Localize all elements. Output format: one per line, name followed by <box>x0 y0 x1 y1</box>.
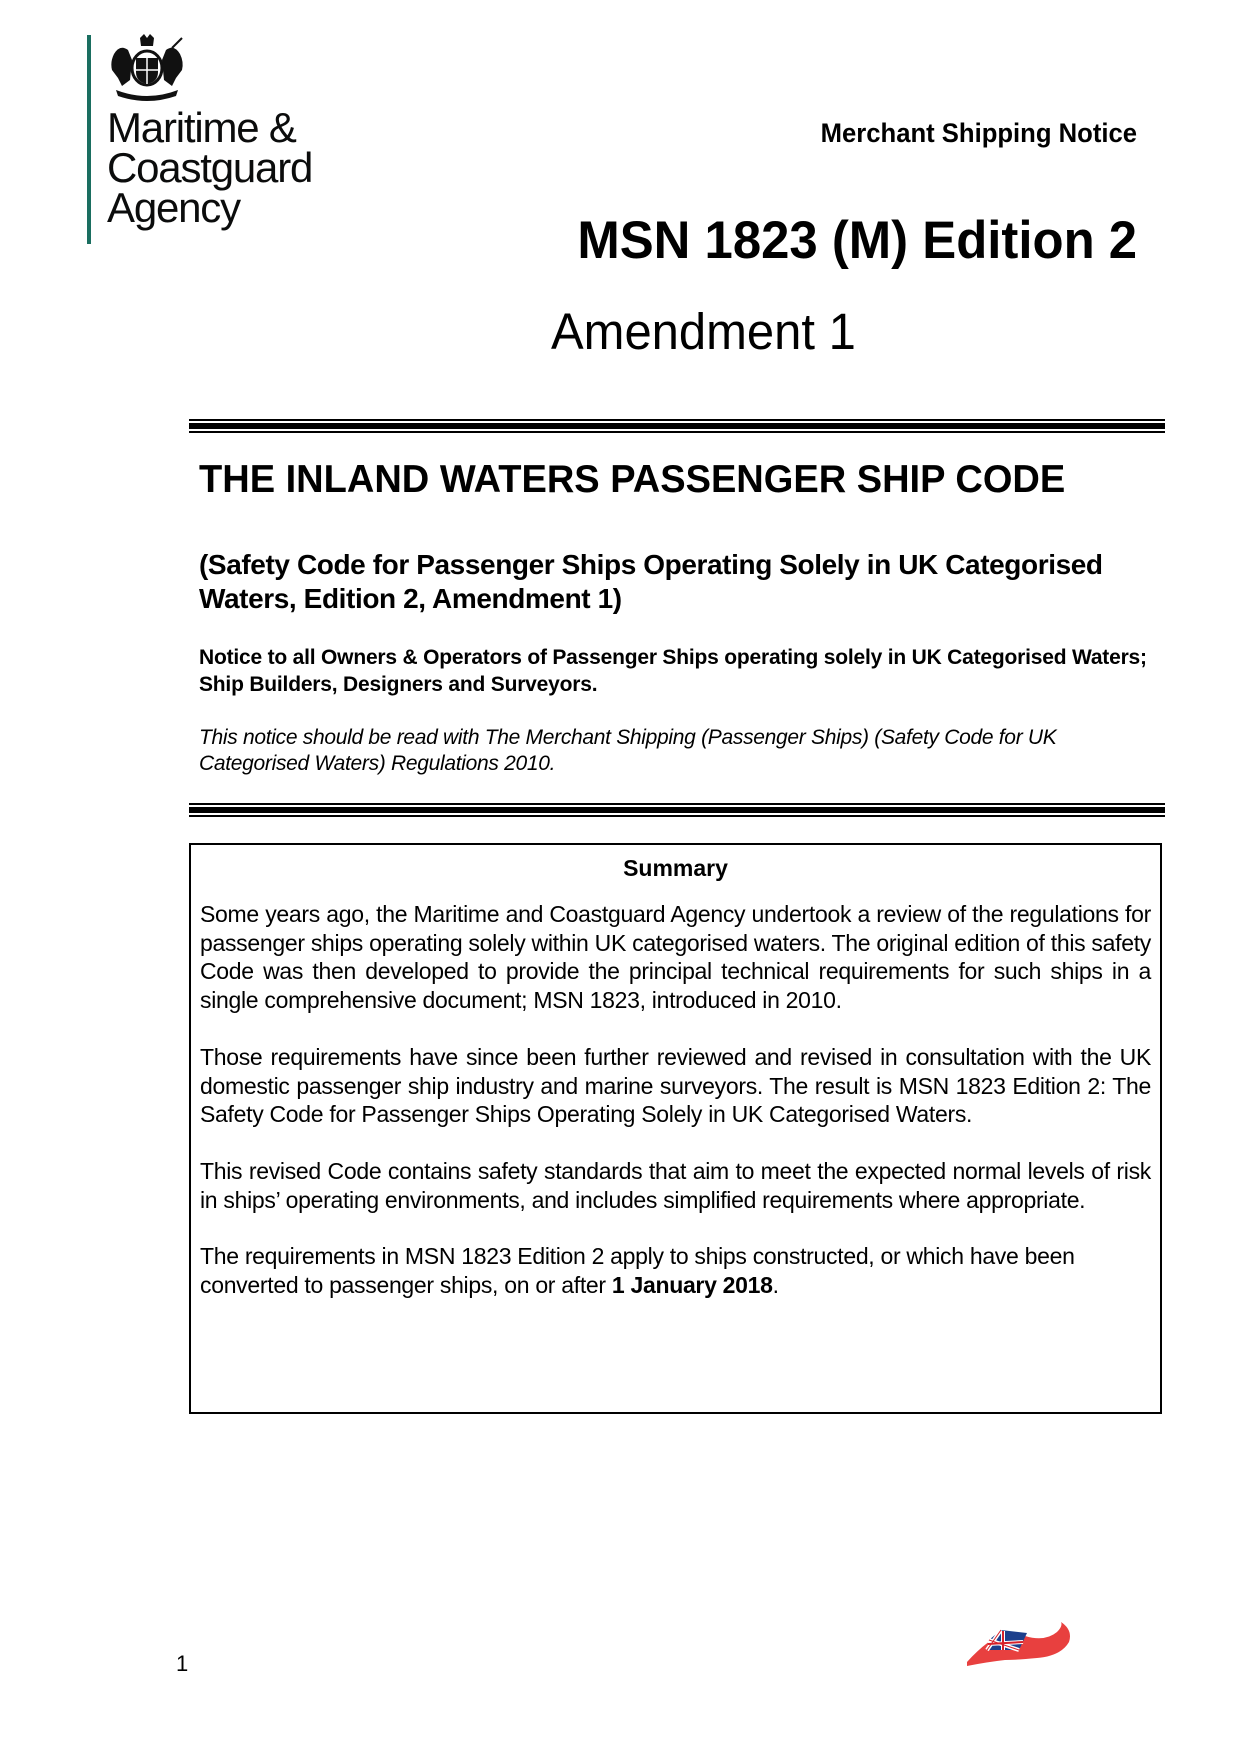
agency-name-line2: Coastguard <box>107 144 313 191</box>
document-title: THE INLAND WATERS PASSENGER SHIP CODE <box>199 458 1066 501</box>
applicability-text-end: . <box>772 1272 779 1299</box>
agency-logo-text <box>107 104 313 231</box>
notice-number: MSN 1823 (M) Edition 2 <box>577 211 1137 270</box>
summary-paragraph: Some years ago, the Maritime and Coastguard Agency undertook a review of the regulations for passenger ships operating solely within UK categorised waters. The original edition of this safety Code was then developed to provide the principal technical requirements for such ships in a single comprehensive document; MSN 1823, introduced in 2010. <box>200 901 1151 1014</box>
red-ensign-flag-icon <box>965 1620 1073 1670</box>
summary-heading: Summary <box>623 855 728 881</box>
notice-type: Merchant Shipping Notice <box>820 118 1137 148</box>
applicability-text: The requirements in MSN 1823 Edition 2 apply to ships constructed, or which have been converted to passenger ships, on or after <box>200 1243 1075 1299</box>
audience-notice: Notice to all Owners & Operators of Passenger Ships operating solely in UK Categorised Waters; Ship Builders, Designers and Surveyors. <box>199 646 1147 696</box>
document-subtitle: (Safety Code for Passenger Ships Operating Solely in UK Categorised Waters, Edition 2, Amendment 1) <box>199 549 1103 614</box>
applicability-date: 1 January 2018 <box>611 1272 773 1299</box>
summary-box <box>189 843 1162 1414</box>
page-number: 1 <box>176 1651 189 1676</box>
royal-coat-of-arms-icon <box>106 34 188 102</box>
agency-name-line1: Maritime & <box>107 104 296 151</box>
summary-paragraph: This revised Code contains safety standards that aim to meet the expected normal levels of risk in ships’ operating environments, and includes simplified requirements where appropriate. <box>200 1157 1151 1213</box>
logo-accent-bar <box>87 35 91 244</box>
agency-name-line3: Agency <box>107 184 240 231</box>
summary-paragraph-applicability <box>200 1242 1151 1299</box>
triple-rule-divider-bottom <box>189 803 1165 816</box>
triple-rule-divider-top <box>189 419 1165 432</box>
amendment-label: Amendment 1 <box>551 303 856 360</box>
summary-body <box>200 900 1151 1328</box>
summary-paragraph: Those requirements have since been further reviewed and revised in consultation with the UK domestic passenger ship industry and marine surveyors. The result is MSN 1823 Edition 2: The Safety Code for Passenger Ships Operating Solely in UK Categorised Waters. <box>200 1043 1151 1128</box>
read-with-note: This notice should be read with The Merchant Shipping (Passenger Ships) (Safety Code for UK Categorised Waters) Regulations 2010. <box>199 726 1057 775</box>
